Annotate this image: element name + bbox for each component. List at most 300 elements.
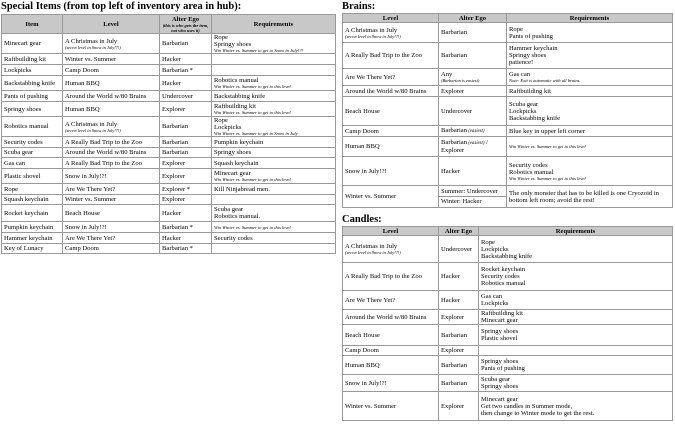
requirements-cell [212, 233, 336, 244]
requirements-cell [212, 169, 336, 184]
level-name: A Christmas in July [345, 243, 398, 250]
alter-ego-name: Undercover [441, 107, 473, 115]
requirement-item: Pants of pushing [481, 365, 525, 372]
requirement-item: Rope [481, 238, 495, 246]
requirement-item: Springy shoes [481, 328, 519, 335]
alter-ego-name: Explorer [162, 159, 186, 167]
header-level: Level [343, 227, 439, 236]
level-cell [343, 86, 439, 97]
level-name: Are We There Yet? [65, 185, 116, 193]
alter-ego-cell [439, 325, 479, 346]
requirement-item: patience! [509, 59, 534, 66]
item-name: Plastic shovel [2, 169, 63, 184]
requirement-item: Gas can [509, 71, 531, 78]
level-cell [343, 137, 439, 157]
brains-table [342, 13, 673, 208]
alter-ego-cell [160, 222, 212, 233]
alter-ego-cell [160, 54, 212, 65]
brains-row [343, 137, 673, 157]
alter-ego-name: Barbarian [441, 331, 467, 339]
level-name: Snow in July!?! [65, 223, 107, 231]
alter-ego-cell [160, 137, 212, 148]
requirement-item: Plastic shovel [481, 335, 518, 342]
item-name: Rope [2, 184, 63, 195]
alter-ego-name: Barbarian * [162, 245, 193, 252]
alter-ego-cell [439, 69, 507, 86]
alter-ego-name: Explorer [441, 313, 465, 321]
requirements-cell [479, 346, 673, 356]
candles-row [343, 392, 673, 421]
requirements-cell [212, 76, 336, 91]
alter-ego-cell [439, 86, 507, 97]
level-name: A Christmas in July [65, 120, 118, 128]
requirements-cell [212, 65, 336, 76]
candles-section [342, 214, 673, 421]
level-cell [343, 356, 439, 375]
candles-row [343, 236, 673, 263]
requirements-cell [212, 54, 336, 65]
level-cell [63, 184, 160, 195]
alter-ego-name: Hacker [441, 167, 461, 175]
level-cell [63, 222, 160, 233]
candles-row [343, 346, 673, 356]
requirement-item: Kill Ninjabread men. [214, 185, 270, 193]
requirement-item: Security codes [481, 273, 520, 280]
level-name: A Really Bad Trip to the Zoo [65, 138, 142, 146]
special-item-row [2, 34, 336, 54]
requirement-item: Pants of pushing [509, 32, 553, 40]
alter-ego-name: Hacker [441, 273, 461, 280]
alter-ego-name: Explorer [441, 402, 465, 410]
candles-title: Candles: [342, 214, 382, 225]
level-name: Beach House [345, 107, 380, 115]
level-name: Winter vs. Summer [345, 402, 397, 410]
header-alter-ego: Alter Ego [439, 227, 479, 236]
requirements-cell [507, 137, 673, 157]
requirements-cell [507, 23, 673, 43]
alter-ego-cell [439, 137, 507, 157]
alter-ego-name: Barbarian [162, 149, 188, 156]
requirements-cell [507, 126, 673, 137]
alter-ego-name: Hacker [162, 209, 182, 217]
header-level: Level [63, 15, 160, 34]
level-name: A Really Bad Trip to the Zoo [345, 52, 422, 59]
requirement-item: Lockpicks [214, 124, 242, 131]
header-alter-ego: Alter Ego [439, 14, 507, 23]
level-name: Human BBQ [65, 79, 100, 87]
alter-ego-name: Hacker [441, 296, 461, 304]
requirements-cell [479, 291, 673, 310]
brains-row [343, 186, 673, 208]
requirement-item: Springy shoes [214, 41, 252, 48]
alter-ego-hint: (easiest) [467, 141, 485, 146]
alter-ego-cell [160, 169, 212, 184]
special-item-row [2, 91, 336, 102]
requirement-item: Springy shoes [214, 149, 252, 156]
requirements-cell [479, 263, 673, 291]
candles-row [343, 263, 673, 291]
special-item-row [2, 244, 336, 254]
requirement-note: Win Winter vs. Summer to get to this level [214, 177, 291, 182]
special-item-row [2, 184, 336, 195]
alter-ego-cell [160, 117, 212, 137]
item-name: Pumpkin keychain [2, 222, 63, 233]
requirement-item: Rope [214, 34, 228, 41]
header-alter-note: (this is who gets the item, not who uses it) [162, 22, 209, 33]
requirement-item: Blue key in upper left corner [509, 127, 585, 135]
level-cell [343, 263, 439, 291]
alter-ego-name: Barbarian [441, 52, 467, 59]
candles-row [343, 325, 673, 346]
level-cell [63, 34, 160, 54]
item-name: Raftbuilding kit [2, 54, 63, 65]
alter-ego-cell [160, 102, 212, 117]
alter-ego-name: Barbarian [162, 138, 188, 146]
alter-ego-cell [160, 76, 212, 91]
level-cell [63, 169, 160, 184]
candles-header-row [343, 227, 673, 236]
brains-row [343, 86, 673, 97]
requirement-item: Springy shoes [481, 358, 519, 365]
brains-row [343, 126, 673, 137]
brains-row [343, 97, 673, 126]
level-cell [343, 346, 439, 356]
alter-ego-name: Barbarian [162, 40, 188, 47]
alter-ego-name: Any [441, 71, 453, 78]
requirement-item: Security codes [509, 161, 548, 169]
alter-ego-note: (Barbarian is easiest) [441, 78, 480, 83]
requirement-item: Scuba gear [509, 100, 539, 108]
level-name: Camp Doom [345, 127, 379, 135]
requirements-cell [507, 43, 673, 69]
level-cell [343, 69, 439, 86]
special-item-row [2, 222, 336, 233]
level-cell [343, 43, 439, 69]
brains-section [342, 1, 673, 208]
requirements-cell [507, 86, 673, 97]
alter-ego-name: Explorer [162, 196, 186, 203]
alter-ego-cell [439, 126, 507, 137]
special-item-row [2, 102, 336, 117]
level-name: Are We There Yet? [345, 296, 396, 304]
header-item: Item [2, 15, 63, 34]
candles-row [343, 356, 673, 375]
requirement-note: Win Winter vs. Summer to get to Snow in July!?! [214, 48, 304, 53]
alter-ego-cell [439, 236, 479, 263]
level-cell [63, 195, 160, 205]
requirement-item: Lockpicks [481, 300, 509, 307]
requirement-item: Minecart gear [214, 170, 251, 177]
alter-ego-cell [160, 244, 212, 254]
alter-ego-cell [439, 23, 507, 43]
level-name: Snow in July!?! [65, 172, 107, 180]
level-cell [63, 117, 160, 137]
level-cell [63, 54, 160, 65]
item-name: Squash keychain [2, 195, 63, 205]
special-item-row [2, 148, 336, 158]
requirement-note: Win Winter vs. Summer to get to this level [509, 144, 586, 149]
special-item-row [2, 76, 336, 91]
level-cell [343, 392, 439, 421]
alter-ego-cell [160, 205, 212, 222]
requirements-cell [212, 91, 336, 102]
requirement-item: Lockpicks [481, 245, 509, 253]
requirement-item: Robotics manual. [214, 213, 261, 220]
requirement-item: Minecart gear [481, 317, 518, 324]
requirement-item: Springy shoes [509, 52, 547, 59]
requirement-note: Win Winter vs. Summer to get to this level [509, 175, 586, 181]
requirements-cell [212, 137, 336, 148]
alter-ego-cell [439, 43, 507, 69]
requirement-item: Get two candles in Summer mode, [481, 402, 573, 410]
requirements-cell [507, 186, 673, 208]
requirements-cell [507, 157, 673, 186]
alter-ego-name: Explorer [162, 105, 186, 113]
requirements-cell [212, 244, 336, 254]
alter-ego-name: Barbarian * [162, 66, 193, 74]
candles-table [342, 226, 673, 421]
header-requirements: Requirements [479, 227, 673, 236]
alter-ego-cell [439, 291, 479, 310]
header-requirements: Requirements [212, 15, 336, 34]
requirement-item: Rope [509, 25, 523, 33]
alter-ego-cell [439, 263, 479, 291]
level-name: A Christmas in July [65, 37, 118, 45]
requirements-cell [212, 148, 336, 158]
requirement-item: Pumpkin keychain [214, 138, 264, 146]
requirements-cell [479, 375, 673, 392]
item-name: Key of Lunacy [2, 244, 63, 254]
item-name: Scuba gear [2, 148, 63, 158]
alter-ego-winter: Winter: Hacker [441, 198, 482, 205]
alter-ego-name: Barbarian [441, 139, 467, 146]
level-name: Human BBQ [65, 105, 100, 113]
level-name: A Really Bad Trip to the Zoo [345, 273, 422, 280]
level-name: Are We There Yet? [345, 73, 396, 81]
level-cell [343, 375, 439, 392]
level-name: Winter vs. Summer [345, 193, 397, 200]
alter-ego-name: Barbarian [441, 361, 467, 369]
level-name: Beach House [65, 209, 100, 217]
requirement-item: Robotics manual [214, 77, 259, 84]
requirement-item: Raftbuilding kit [214, 103, 256, 110]
level-cell [63, 137, 160, 148]
requirement-item: Scuba gear [214, 206, 244, 213]
requirement-item: Robotics manual [481, 280, 526, 287]
level-name: Snow in July!?! [345, 379, 387, 387]
level-name: Around the World w/80 Brains [345, 313, 427, 321]
requirement-item: Security codes [214, 234, 253, 242]
header-alter-ego: Alter Ego (this is who gets the item, not who uses it) [160, 15, 212, 34]
item-name: Gas can [2, 158, 63, 169]
item-name: Minecart gear [2, 34, 63, 54]
alter-ego-name: Explorer * [162, 185, 191, 193]
requirement-item: Backstabbing knife [214, 92, 266, 100]
level-name: Camp Doom [65, 66, 99, 74]
alter-ego-cell [439, 157, 507, 186]
requirements-cell [212, 222, 336, 233]
alter-ego-cell [439, 97, 507, 126]
item-name: Security codes [2, 137, 63, 148]
alter-ego-cell [160, 91, 212, 102]
alter-ego-name: Barbarian [162, 123, 188, 130]
special-items-table [1, 14, 336, 254]
level-cell [343, 23, 439, 43]
item-name: Pants of pushing [2, 91, 63, 102]
candles-row [343, 375, 673, 392]
candles-row [343, 310, 673, 325]
requirement-note: Win Winter vs. Summer to get to this level [214, 110, 291, 115]
requirement-item: Springy shoes [481, 383, 519, 390]
level-name: Around the World w/80 Brains [345, 87, 427, 95]
special-item-row [2, 195, 336, 205]
level-name: Human BBQ [345, 143, 380, 150]
special-item-row [2, 205, 336, 222]
requirement-note: Win Winter vs. Summer to get to this level [214, 84, 291, 89]
brains-title: Brains: [342, 1, 376, 12]
item-name: Lockpicks [2, 65, 63, 76]
alter-ego-cell [439, 346, 479, 356]
level-name: Human BBQ [345, 361, 380, 369]
level-cell [63, 91, 160, 102]
alter-ego-name: Hacker [162, 55, 182, 63]
brains-row [343, 43, 673, 69]
requirement-note: Note: Exit is automatic with all brains. [509, 78, 581, 83]
alter-ego-name: Undercover [441, 245, 473, 253]
alter-ego-name: Undercover [162, 92, 194, 100]
special-item-row [2, 137, 336, 148]
alter-ego-name: Explorer [441, 87, 465, 95]
requirement-item: Rocket keychain [481, 266, 526, 273]
alter-ego-cell [160, 148, 212, 158]
level-cell [63, 233, 160, 244]
special-item-row [2, 54, 336, 65]
requirements-cell [479, 356, 673, 375]
level-note: (secret level in Snow in July!?!) [65, 127, 121, 133]
requirement-item: Backstabbing knife [481, 252, 533, 260]
level-cell [63, 65, 160, 76]
alter-ego-cell [439, 392, 479, 421]
requirement-item: Squash keychain [214, 159, 259, 167]
special-item-row [2, 158, 336, 169]
requirement-item: Raftbuilding kit [481, 310, 523, 317]
requirement-item: Gas can [481, 293, 503, 300]
alter-ego-name: Hacker [162, 79, 182, 87]
brains-row [343, 157, 673, 186]
alter-ego-cell [439, 310, 479, 325]
alter-ego-cell [439, 186, 507, 208]
level-name: A Christmas in July [345, 26, 398, 34]
special-items-header-row [2, 15, 336, 34]
alter-ego-name: Barbarian * [162, 223, 193, 231]
requirement-note: Win Winter vs. Summer to get to this level [214, 224, 291, 230]
requirements-cell [212, 117, 336, 137]
level-name: Are We There Yet? [65, 234, 116, 242]
requirements-cell [212, 158, 336, 169]
alter-ego-cell [160, 233, 212, 244]
requirement-item: Backstabbing knife [509, 114, 561, 122]
brains-header-row [343, 14, 673, 23]
alter-ego-cell [160, 184, 212, 195]
requirement-item: Raftbuilding kit [509, 87, 551, 95]
alter-ego-cell [160, 195, 212, 205]
special-item-row [2, 117, 336, 137]
level-cell [343, 97, 439, 126]
level-cell [343, 157, 439, 186]
brains-row [343, 69, 673, 86]
requirements-cell [479, 236, 673, 263]
level-name: Camp Doom [65, 245, 99, 252]
requirement-item: Robotics manual [509, 168, 554, 176]
requirements-cell [212, 102, 336, 117]
level-name: Camp Doom [345, 347, 379, 354]
requirement-item: Rope [214, 117, 228, 124]
alter-ego-cell [439, 375, 479, 392]
requirements-cell [212, 184, 336, 195]
level-cell [63, 205, 160, 222]
level-cell [63, 244, 160, 254]
item-name: Rocket keychain [2, 205, 63, 222]
requirements-cell [212, 34, 336, 54]
requirements-cell [507, 97, 673, 126]
requirement-item: Lockpicks [509, 107, 537, 115]
item-name: Hammer keychain [2, 233, 63, 244]
requirement-item: Minecart gear [481, 395, 518, 403]
level-cell [63, 158, 160, 169]
special-item-row [2, 233, 336, 244]
level-note: (secret level in Snow in July!?!) [65, 44, 121, 50]
special-items-section [1, 1, 336, 254]
requirements-cell [212, 205, 336, 222]
alter-ego-name: Barbarian [441, 29, 467, 36]
level-cell [343, 291, 439, 310]
level-cell [343, 126, 439, 137]
alter-ego-name: Barbarian [441, 379, 467, 387]
requirement-item: Hammer keychain [509, 45, 558, 52]
level-name: Beach House [345, 331, 380, 339]
level-cell [343, 186, 439, 208]
requirement-item: Scuba gear [481, 376, 511, 383]
requirements-cell [479, 392, 673, 421]
level-name: Snow in July!?! [345, 167, 387, 175]
alter-ego-name: Explorer [162, 172, 186, 180]
alter-ego-summer: Summer: Undercover [439, 187, 506, 197]
alter-ego-cell [160, 34, 212, 54]
level-name: A Really Bad Trip to the Zoo [65, 159, 142, 167]
level-name: Around the World w/80 Brains [65, 149, 147, 156]
requirements-cell [479, 325, 673, 346]
level-cell [343, 325, 439, 346]
alter-ego-cell [160, 158, 212, 169]
level-name: Winter vs. Summer [65, 196, 117, 203]
requirement-item: then change to Winter mode to get the rest. [481, 409, 595, 417]
level-note: (secret level in Snow in July!?!) [345, 250, 401, 255]
item-name: Backstabbing knife [2, 76, 63, 91]
alter-ego-name: Barbarian [441, 127, 467, 134]
level-name: Around the World w/80 Brains [65, 92, 147, 100]
special-items-title: Special Items (from top left of inventory area in hub): [1, 1, 242, 12]
level-cell [343, 310, 439, 325]
alter-ego-hint: (easiest) [467, 129, 485, 134]
alter-ego-name: Hacker [162, 234, 182, 242]
level-cell [343, 236, 439, 263]
alter-ego-name: Explorer [441, 347, 465, 354]
header-level: Level [343, 14, 439, 23]
level-cell [63, 76, 160, 91]
alter-ego-alt: / Explorer [441, 139, 488, 154]
item-name: Robotics manual [2, 117, 63, 137]
header-requirements: Requirements [507, 14, 673, 23]
